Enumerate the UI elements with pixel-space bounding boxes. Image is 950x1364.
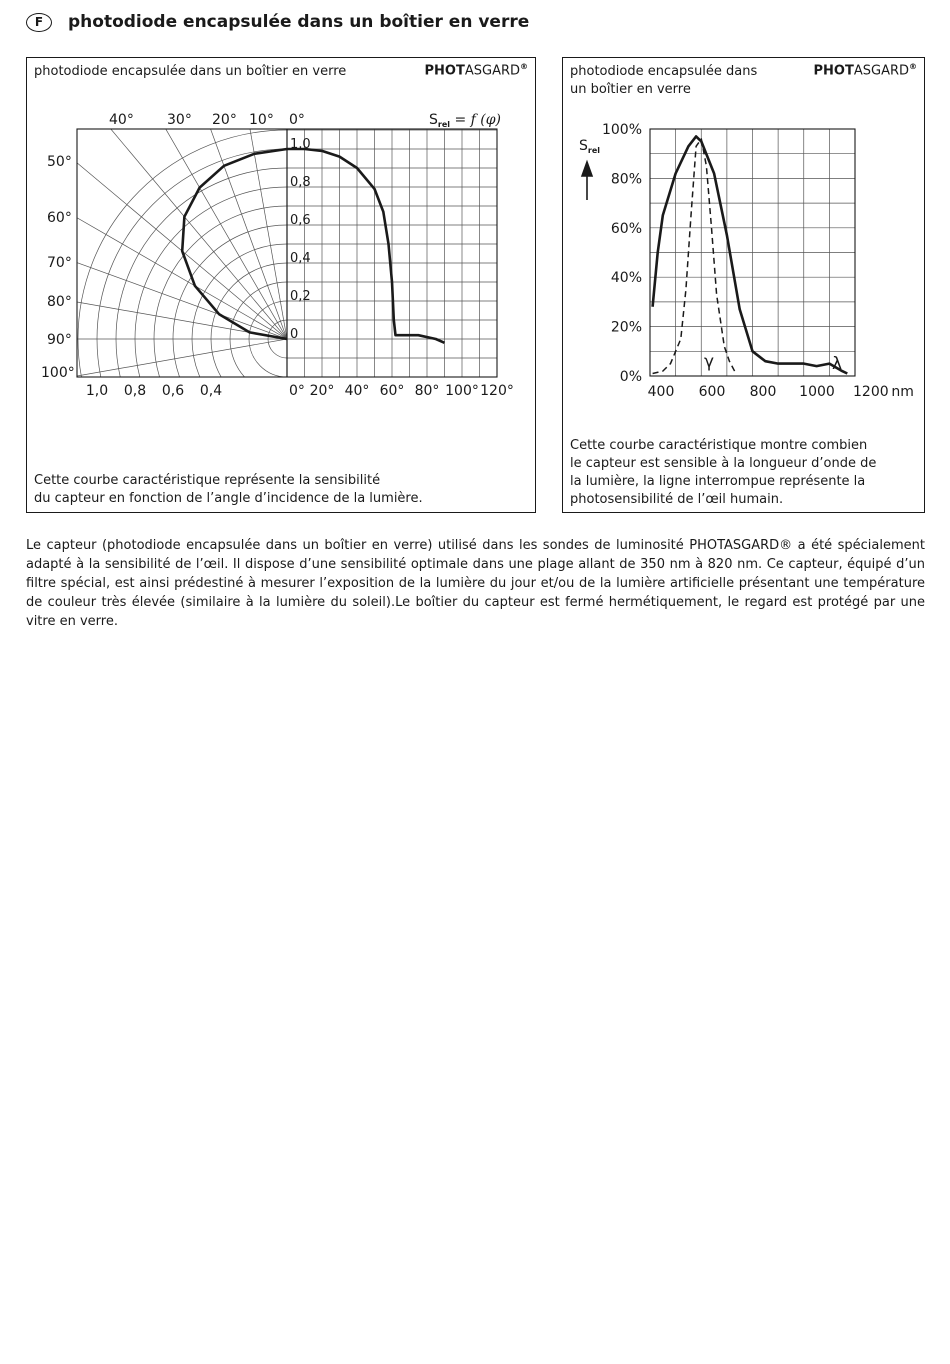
brand-rest: ASGARD [464, 63, 520, 79]
polar-angle-label: 50° [47, 154, 72, 170]
x-tick-label: 400 [647, 384, 675, 400]
polar-radius-label: 0,6 [161, 383, 185, 399]
caption-line: photosensibilité de l’œil humain. [570, 492, 784, 507]
polar-radius-label: 0,8 [123, 383, 147, 399]
polar-angle-label: 100° [41, 365, 75, 381]
formula-s: S [429, 112, 438, 128]
x-tick-label: 60° [379, 383, 405, 399]
left-caption [34, 472, 423, 508]
polar-radius-label: 1,0 [85, 383, 109, 399]
y-tick-label: 0% [619, 369, 642, 385]
angular-sensitivity-panel [26, 57, 536, 513]
polar-angle-label: 70° [47, 255, 72, 271]
eye-sensitivity-curve [653, 139, 738, 374]
formula-label [429, 112, 501, 129]
y-tick-label: 60% [610, 220, 642, 237]
y-tick-label: 0,6 [290, 213, 311, 228]
language-badge: F [26, 13, 52, 32]
caption-line: Cette courbe caractéristique montre combien [570, 438, 868, 453]
srel-s: S [579, 138, 588, 154]
y-tick-label: 0,2 [290, 289, 311, 304]
y-tick-label: 40% [610, 270, 642, 287]
brand-bold: PHOT [424, 63, 465, 79]
brand-rest: ASGARD [853, 63, 909, 79]
polar-spoke [218, 0, 287, 339]
x-tick-label: 800 [749, 384, 777, 400]
polar-angle-label: 20° [212, 112, 237, 128]
polar-angle-label: 10° [249, 112, 274, 128]
y-tick-label: 20% [610, 319, 642, 336]
caption-line: Cette courbe caractéristique représente la sensibilité [34, 473, 381, 488]
caption-line: du capteur en fonction de l’angle d’incidence de la lumière. [34, 491, 423, 506]
y-tick-label: 80% [610, 171, 642, 188]
x-tick-label: 20° [309, 383, 335, 399]
polar-spoke [0, 139, 287, 339]
caption-line: la lumière, la ligne interrompue représente la [570, 474, 866, 489]
polar-grid [0, 0, 496, 548]
page-title: photodiode encapsulée dans un boîtier en verre [68, 12, 530, 32]
y-tick-label: 100% [601, 122, 642, 138]
polar-spoke [0, 82, 287, 339]
series-label-gamma: γ [704, 352, 715, 372]
x-tick-label: 1000 [799, 384, 835, 400]
page-header [26, 12, 529, 32]
srel-sub: rel [587, 146, 601, 155]
polar-angle-label: 30° [167, 112, 192, 128]
srel-axis-label [579, 138, 600, 155]
series-label-lambda: λ [832, 354, 843, 374]
polar-radius-label: 0,4 [199, 383, 223, 399]
sensor-sensitivity-curve [653, 136, 848, 373]
brand-mark: ® [909, 62, 917, 71]
y-tick-label: 1,0 [290, 137, 311, 152]
polar-angle-label: 80° [47, 294, 72, 310]
right-caption [570, 437, 876, 509]
angular-sensitivity-chart [27, 58, 537, 514]
x-tick-label: 0° [289, 383, 305, 399]
polar-angle-label: 90° [47, 332, 72, 348]
y-tick-label: 0,4 [290, 251, 311, 266]
formula-rest: = f (φ) [450, 112, 502, 128]
panel-title-line: photodiode encapsulée dans [570, 64, 758, 79]
polar-sensitivity-curve [182, 149, 287, 339]
x-tick-label: 600 [698, 384, 726, 400]
polar-spoke [0, 202, 287, 339]
panel-title: photodiode encapsulée dans un boîtier en verre [34, 64, 347, 79]
brand-mark: ® [520, 62, 528, 71]
polar-angle-label: 60° [47, 210, 72, 226]
description-paragraph: Le capteur (photodiode encapsulée dans un boîtier en verre) utilisé dans les sondes de luminosité PHOTASGARD® a été spécialement adapté à la sensibilité de l’œil. Il dispose d’une sensibilité optimale dans une plage allant de 350 nm à 820 nm. Ce capteur, équipé d’un filtre spécial, est ainsi prédestiné à mesurer l’exposition de la lumière du jour et/ou de la lumière artificielle présentant une température de couleur très élevée (similaire à la lumière du soleil).Le boîtier du capteur est fermé hermétiquement, le regard est protégé par une vitre en verre. [26, 538, 925, 629]
formula-sub: rel [437, 120, 451, 129]
x-tick-label: 120° [480, 383, 514, 399]
x-tick-label: 100° [445, 383, 479, 399]
x-tick-label: 40° [344, 383, 370, 399]
brand-bold: PHOT [813, 63, 854, 79]
caption-line: le capteur est sensible à la longueur d’onde de [570, 456, 877, 471]
panel-title-line: un boîtier en verre [570, 82, 691, 97]
spectral-sensitivity-panel [562, 57, 925, 513]
y-tick-label: 0,8 [290, 175, 311, 190]
x-tick-label: 80° [414, 383, 440, 399]
polar-angle-label: 0° [289, 112, 305, 128]
polar-angle-label: 40° [109, 112, 134, 128]
y-tick-label: 0 [290, 327, 299, 342]
x-tick-label: 1200 nm [853, 384, 914, 400]
up-arrow-icon [582, 162, 592, 200]
